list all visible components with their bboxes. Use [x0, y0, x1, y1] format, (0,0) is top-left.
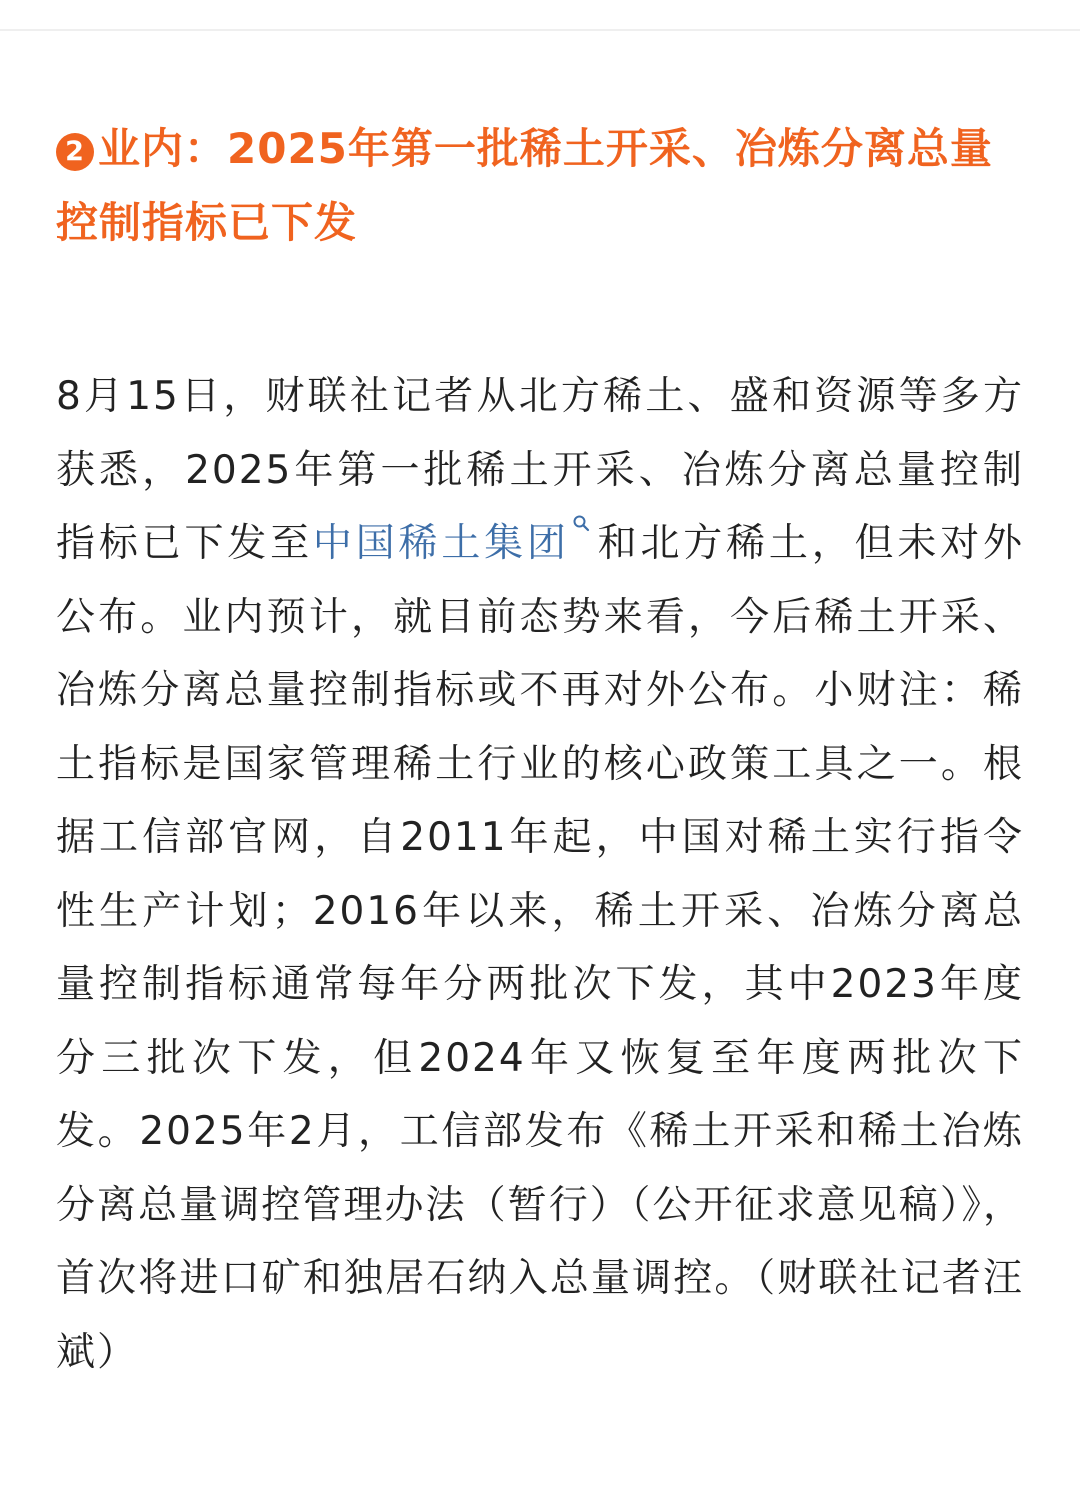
- top-divider: [0, 29, 1080, 31]
- entity-link-china-rare-earth-group[interactable]: 中国稀土集团: [312, 521, 570, 566]
- headline: [56, 112, 1024, 260]
- headline-text: 业内：2025年第一批稀土开采、冶炼分离总量控制指标已下发: [56, 124, 993, 247]
- magnifier-icon[interactable]: [572, 514, 590, 532]
- paragraph-text-end: 和北方稀土，但未对外公布。业内预计，就目前态势来看，今后稀土开采、冶炼分离总量控制指标或不再对外公布。小财注：稀土指标是国家管理稀土行业的核心政策工具之一。根据工信部官网，自2011年起，中国对稀土实行指令性生产计划；2016年以来，稀土开采、冶炼分离总量控制指标通常每年分两批次下发，其中2023年度分三批次下发，但2024年又恢复至年度两批次下发。2025年2月，工信部发布《稀土开采和稀土冶炼分离总量调控管理办法（暂行）（公开征求意见稿）》，首次将进口矿和独居石纳入总量调控。（财联社记者汪斌）: [56, 521, 1024, 1375]
- paragraph-text-start: 8月15日，财联社记者从北方稀土、盛和资源等多方获悉，2025年第一批稀土开采、冶炼分离总量控制指标已下发至: [56, 374, 1024, 566]
- number-badge: 2: [56, 133, 94, 171]
- article-paragraph: [56, 360, 1024, 1389]
- article: [56, 112, 1024, 1389]
